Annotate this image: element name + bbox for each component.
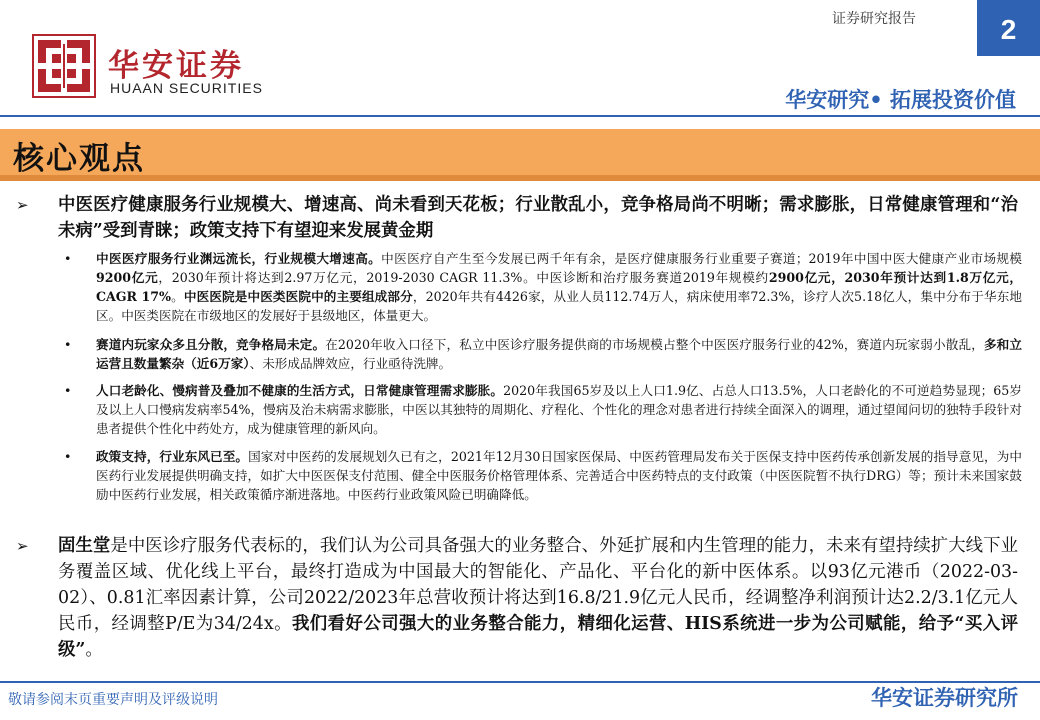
dot-bullet-icon: • <box>64 251 72 266</box>
emphasis: 多和立运营且数量繁杂（近6万家） <box>96 337 1022 371</box>
section-title-band-shadow <box>0 175 1040 181</box>
arrow-bullet-icon: ➢ <box>16 537 29 555</box>
arrow-bullet-icon: ➢ <box>16 196 29 214</box>
header-divider <box>0 115 1040 117</box>
body-text: 、未形成品牌效应，行业亟待洗牌。 <box>249 356 452 371</box>
sub-point-3-text <box>96 381 1022 438</box>
body-text: ，2020年共有4426家，从业人员112.74万人，病床使用率72.3%，诊疗人次5.18亿人，集中分布于华东地区。中医类医院在市级地区的发展好于县级地区，体量更大。 <box>96 289 1023 323</box>
sub-point-2-text <box>96 335 1022 373</box>
body-text: 国家对中医药的发展规划久已有之，2021年12月30日国家医保局、中医药管理局发布关于医保支持中医药传承创新发展的指导意见，为中医药行业发展提供明确支持，如扩大中医医保支付范围、健全中医服务价格管理体系、完善适合中医药特点的支付政策（中医医院暂不执行DRG）等；预计未来国家鼓励中医药行业发展，相关政策循序渐进落地。中医药行业政策风险已明确降低。 <box>96 449 1022 502</box>
body-text: 。 <box>171 289 184 304</box>
section-title: 核心观点 <box>13 141 145 177</box>
emphasis: 人口老龄化、慢病普及叠加不健康的生活方式，日常健康管理需求膨胀。 <box>96 383 504 398</box>
body-text: 是中医诊疗服务代表标的，我们认为公司具备强大的业务整合、外延扩展和内生管理的能力，未来有望持续扩大线下业务覆盖区域、优化线上平台，最终打造成为中国最大的智能化、产品化、平台化的新中医体系。以93亿元港币（2022-03-02）、0.81汇率因素计算，公司2022/2023年总营收预计将达到16.8/21.9亿元人民币，经调整净利润预计达2.2/3.1亿元人民币，经调整P/E为34/24x。 <box>58 536 1018 634</box>
emphasis: 政策支持，行业东风已至。 <box>96 449 249 464</box>
company-name: 固生堂 <box>58 536 111 556</box>
body-text: 中医医疗自产生至今发展已两千年有余，是医疗健康服务行业重要子赛道；2019年中国中医大健康产业市场规模 <box>381 251 1022 266</box>
sub-point-4-text <box>96 447 1022 504</box>
huaan-logo-icon <box>32 34 96 98</box>
sub-point-1-text <box>96 249 1022 325</box>
emphasis: 中医医疗服务行业渊远流长，行业规模大增速高。 <box>96 251 382 266</box>
body-text: 2020年我国65岁及以上人口1.9亿、占总人口13.5%，人口老龄化的不可逆趋势显现；65岁及以上人口慢病发病率54%，慢病及治未病需求膨胀，中医以其独特的周期化、疗程化、个性化的理念对患者进行持续全面深入的调理，通过望闻问切的独特手段针对患者提供个性化中药处方，成为健康管理的新风向。 <box>96 383 1023 436</box>
body-text: ，2030年预计将达到2.97万亿元，2019-2030 CAGR 11.3%。中医诊断和治疗服务赛道2019年规模约 <box>158 270 769 285</box>
rating-conclusion: 我们看好公司强大的业务整合能力，精细化运营、HIS系统进一步为公司赋能，给予“买入评级” <box>58 614 1018 660</box>
key-point-2 <box>8 533 1018 663</box>
header-slogan: 华安研究• 拓展投资价值 <box>785 88 1016 112</box>
report-type-label: 证券研究报告 <box>832 11 916 27</box>
footer-brand: 华安证券研究所 <box>871 686 1018 710</box>
body-text: 。 <box>85 640 103 660</box>
dot-bullet-icon: • <box>64 337 72 352</box>
key-point-2-text <box>58 533 1018 663</box>
emphasis: 2900亿元，2030年预计达到1.8万亿元，CAGR 17% <box>96 270 1022 304</box>
key-point-1-text: 中医医疗健康服务行业规模大、增速高、尚未看到天花板；行业散乱小，竞争格局尚不明晰；需求膨胀，日常健康管理和“治未病”受到青睐；政策支持下有望迎来发展黄金期 <box>58 195 1018 241</box>
dot-bullet-icon: • <box>64 449 72 464</box>
section-title-band <box>0 129 1040 181</box>
footer-disclaimer: 敬请参阅末页重要声明及评级说明 <box>8 692 218 708</box>
page-number-badge: 2 <box>977 0 1040 56</box>
key-point-1 <box>8 192 1018 244</box>
logo-english-name: HUAAN SECURITIES <box>110 80 263 96</box>
logo-chinese-name: 华安证券 <box>108 48 244 84</box>
emphasis: 9200亿元 <box>96 270 159 285</box>
emphasis: 中医医院是中医类医院中的主要组成部分 <box>183 289 413 304</box>
emphasis: 赛道内玩家众多且分散，竞争格局未定。 <box>96 337 326 352</box>
dot-bullet-icon: • <box>64 383 72 398</box>
body-text: 在2020年收入口径下，私立中医诊疗服务提供商的市场规模占整个中医医疗服务行业的42%，赛道内玩家弱小散乱， <box>325 337 984 352</box>
